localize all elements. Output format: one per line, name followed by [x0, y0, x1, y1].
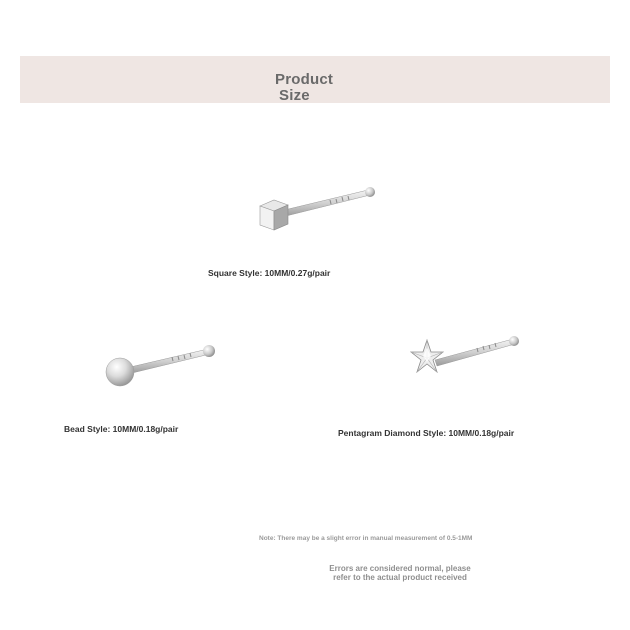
page-title [275, 72, 355, 104]
errors-note-line-2: refer to the actual product received [333, 573, 467, 582]
errors-note [300, 564, 500, 582]
square-stud-icon [250, 180, 380, 240]
product-pentagram [405, 330, 530, 395]
star-diamond-stud-icon [405, 330, 530, 390]
measurement-note: Note: There may be a slight error in manual measurement of 0.5-1MM [259, 535, 473, 542]
bead-stud-icon [100, 338, 225, 398]
title-line-2: Size [279, 87, 310, 104]
product-bead [100, 338, 225, 403]
product-square [250, 180, 380, 245]
title-line-1: Product [275, 71, 334, 88]
pentagram-style-caption: Pentagram Diamond Style: 10MM/0.18g/pair [338, 428, 515, 438]
errors-note-line-1: Errors are considered normal, please [329, 564, 471, 573]
bead-style-caption: Bead Style: 10MM/0.18g/pair [64, 424, 179, 434]
square-style-caption: Square Style: 10MM/0.27g/pair [208, 268, 331, 278]
